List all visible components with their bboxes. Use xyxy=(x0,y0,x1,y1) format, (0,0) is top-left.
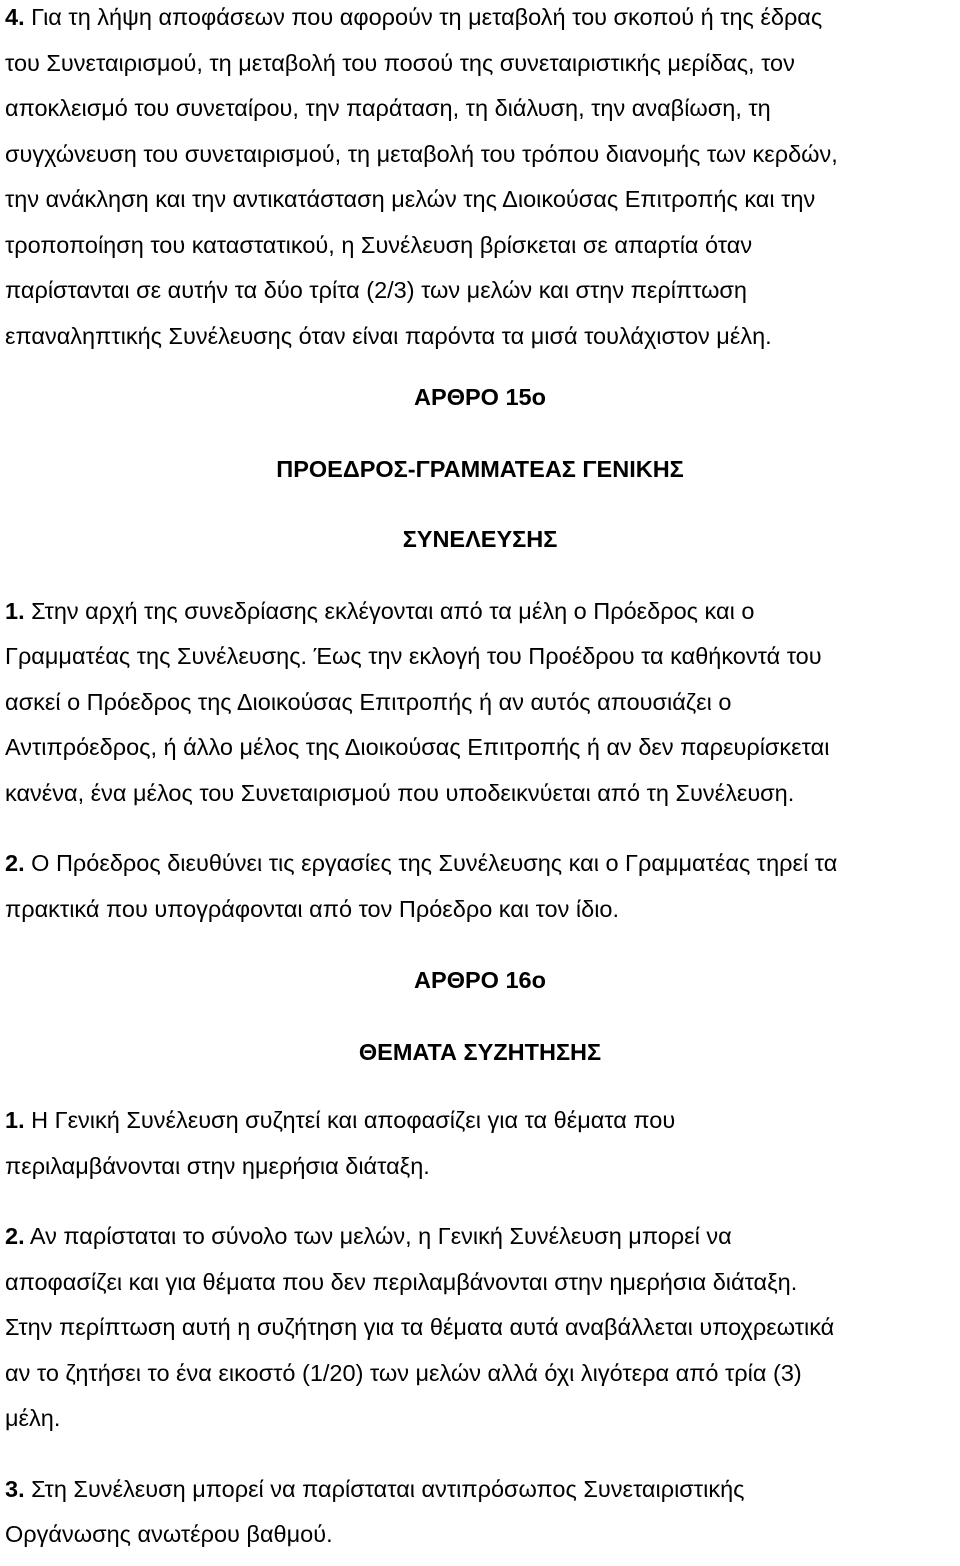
paragraph-line: ασκεί ο Πρόεδρος της Διοικούσας Επιτροπής ή αν αυτός απουσιάζει ο xyxy=(5,688,732,715)
paragraph-line: κανένα, ένα μέλος του Συνεταιρισμού που υποδεικνύεται από τη Συνέλευση. xyxy=(5,779,795,806)
paragraph-number: 1. xyxy=(5,597,25,624)
paragraph-line: Στην αρχή της συνεδρίασης εκλέγονται από τα μέλη ο Πρόεδρος και ο xyxy=(24,597,755,624)
paragraph-line: Για τη λήψη αποφάσεων που αφορούν τη μεταβολή του σκοπού ή της έδρας xyxy=(24,4,823,30)
paragraph-line: Ο Πρόεδρος διευθύνει τις εργασίες της Συνέλευσης και ο Γραμματέας τηρεί τα xyxy=(24,850,838,876)
paragraph-line: Γραμματέας της Συνέλευσης. Έως την εκλογή του Προέδρου τα καθήκοντά του xyxy=(5,643,822,669)
paragraph-line: Στην περίπτωση αυτή η συζήτηση για τα θέματα αυτά αναβάλλεται υποχρεωτικά xyxy=(5,1314,835,1340)
article-16-title: ΘΕΜΑΤΑ ΣΥΖΗΤΗΣΗΣ xyxy=(358,1038,602,1065)
paragraph-line: Αν παρίσταται το σύνολο των μελών, η Γενική Συνέλευση μπορεί να xyxy=(24,1223,732,1249)
paragraph-line: τροποποίηση του καταστατικού, η Συνέλευση βρίσκεται σε απαρτία όταν xyxy=(5,231,753,258)
paragraph-line: συγχώνευση του συνεταιρισμού, τη μεταβολή του τρόπου διανομής των κερδών, xyxy=(5,140,838,167)
paragraph-line: Στη Συνέλευση μπορεί να παρίσταται αντιπρόσωπος Συνεταιριστικής xyxy=(24,1475,745,1502)
document-page xyxy=(5,0,955,1558)
paragraph-line: Οργάνωσης ανωτέρου βαθμού. xyxy=(5,1521,333,1547)
paragraph-4 xyxy=(5,0,955,359)
article-15-paragraph-1 xyxy=(5,589,955,817)
paragraph-line: αποφασίζει και για θέματα που δεν περιλαμβάνονται στην ημερήσια διάταξη. xyxy=(5,1268,798,1295)
paragraph-number: 2. xyxy=(5,1223,25,1249)
article-16-paragraph-1 xyxy=(5,1098,955,1189)
article-15-title: ΠΡΟΕΔΡΟΣ-ΓΡΑΜΜΑΤΕΑΣ ΓΕΝΙΚΗΣ xyxy=(276,455,684,482)
paragraph-line: αποκλεισμό του συνεταίρου, την παράταση, τη διάλυση, την αναβίωση, τη xyxy=(5,95,771,121)
article-16-paragraph-2 xyxy=(5,1214,955,1442)
paragraph-line: αν το ζητήσει το ένα εικοστό (1/20) των μελών αλλά όχι λιγότερα από τρία (3) xyxy=(5,1359,802,1386)
paragraph-line: περιλαμβάνονται στην ημερήσια διάταξη. xyxy=(5,1152,430,1179)
article-15-heading: ΑΡΘΡΟ 15ο xyxy=(414,384,546,410)
article-15-paragraph-2 xyxy=(5,841,955,932)
paragraph-line: Η Γενική Συνέλευση συζητεί και αποφασίζει για τα θέματα που xyxy=(24,1107,676,1133)
paragraph-line: Αντιπρόεδρος, ή άλλο μέλος της Διοικούσας Επιτροπής ή αν δεν παρευρίσκεται xyxy=(5,734,830,760)
paragraph-line: παρίστανται σε αυτήν τα δύο τρίτα (2/3) των μελών και στην περίπτωση xyxy=(5,277,748,303)
article-15-title-continued: ΣΥΝΕΛΕΥΣΗΣ xyxy=(402,526,558,552)
article-16-paragraph-3 xyxy=(5,1467,955,1558)
paragraph-number: 1. xyxy=(5,1107,25,1133)
paragraph-line: πρακτικά που υπογράφονται από τον Πρόεδρο και τον ίδιο. xyxy=(5,895,620,922)
paragraph-line: μέλη. xyxy=(5,1405,61,1431)
paragraph-number: 2. xyxy=(5,850,25,876)
paragraph-number: 3. xyxy=(5,1475,25,1502)
paragraph-line: του Συνεταιρισμού, τη μεταβολή του ποσού της συνεταιριστικής μερίδας, τον xyxy=(5,49,795,76)
paragraph-line: την ανάκληση και την αντικατάσταση μελών της Διοικούσας Επιτροπής και την xyxy=(5,186,816,212)
article-16-heading: ΑΡΘΡΟ 16ο xyxy=(414,967,546,993)
paragraph-number: 4. xyxy=(5,4,25,30)
paragraph-line: επαναληπτικής Συνέλευσης όταν είναι παρόντα τα μισά τουλάχιστον μέλη. xyxy=(5,322,772,349)
